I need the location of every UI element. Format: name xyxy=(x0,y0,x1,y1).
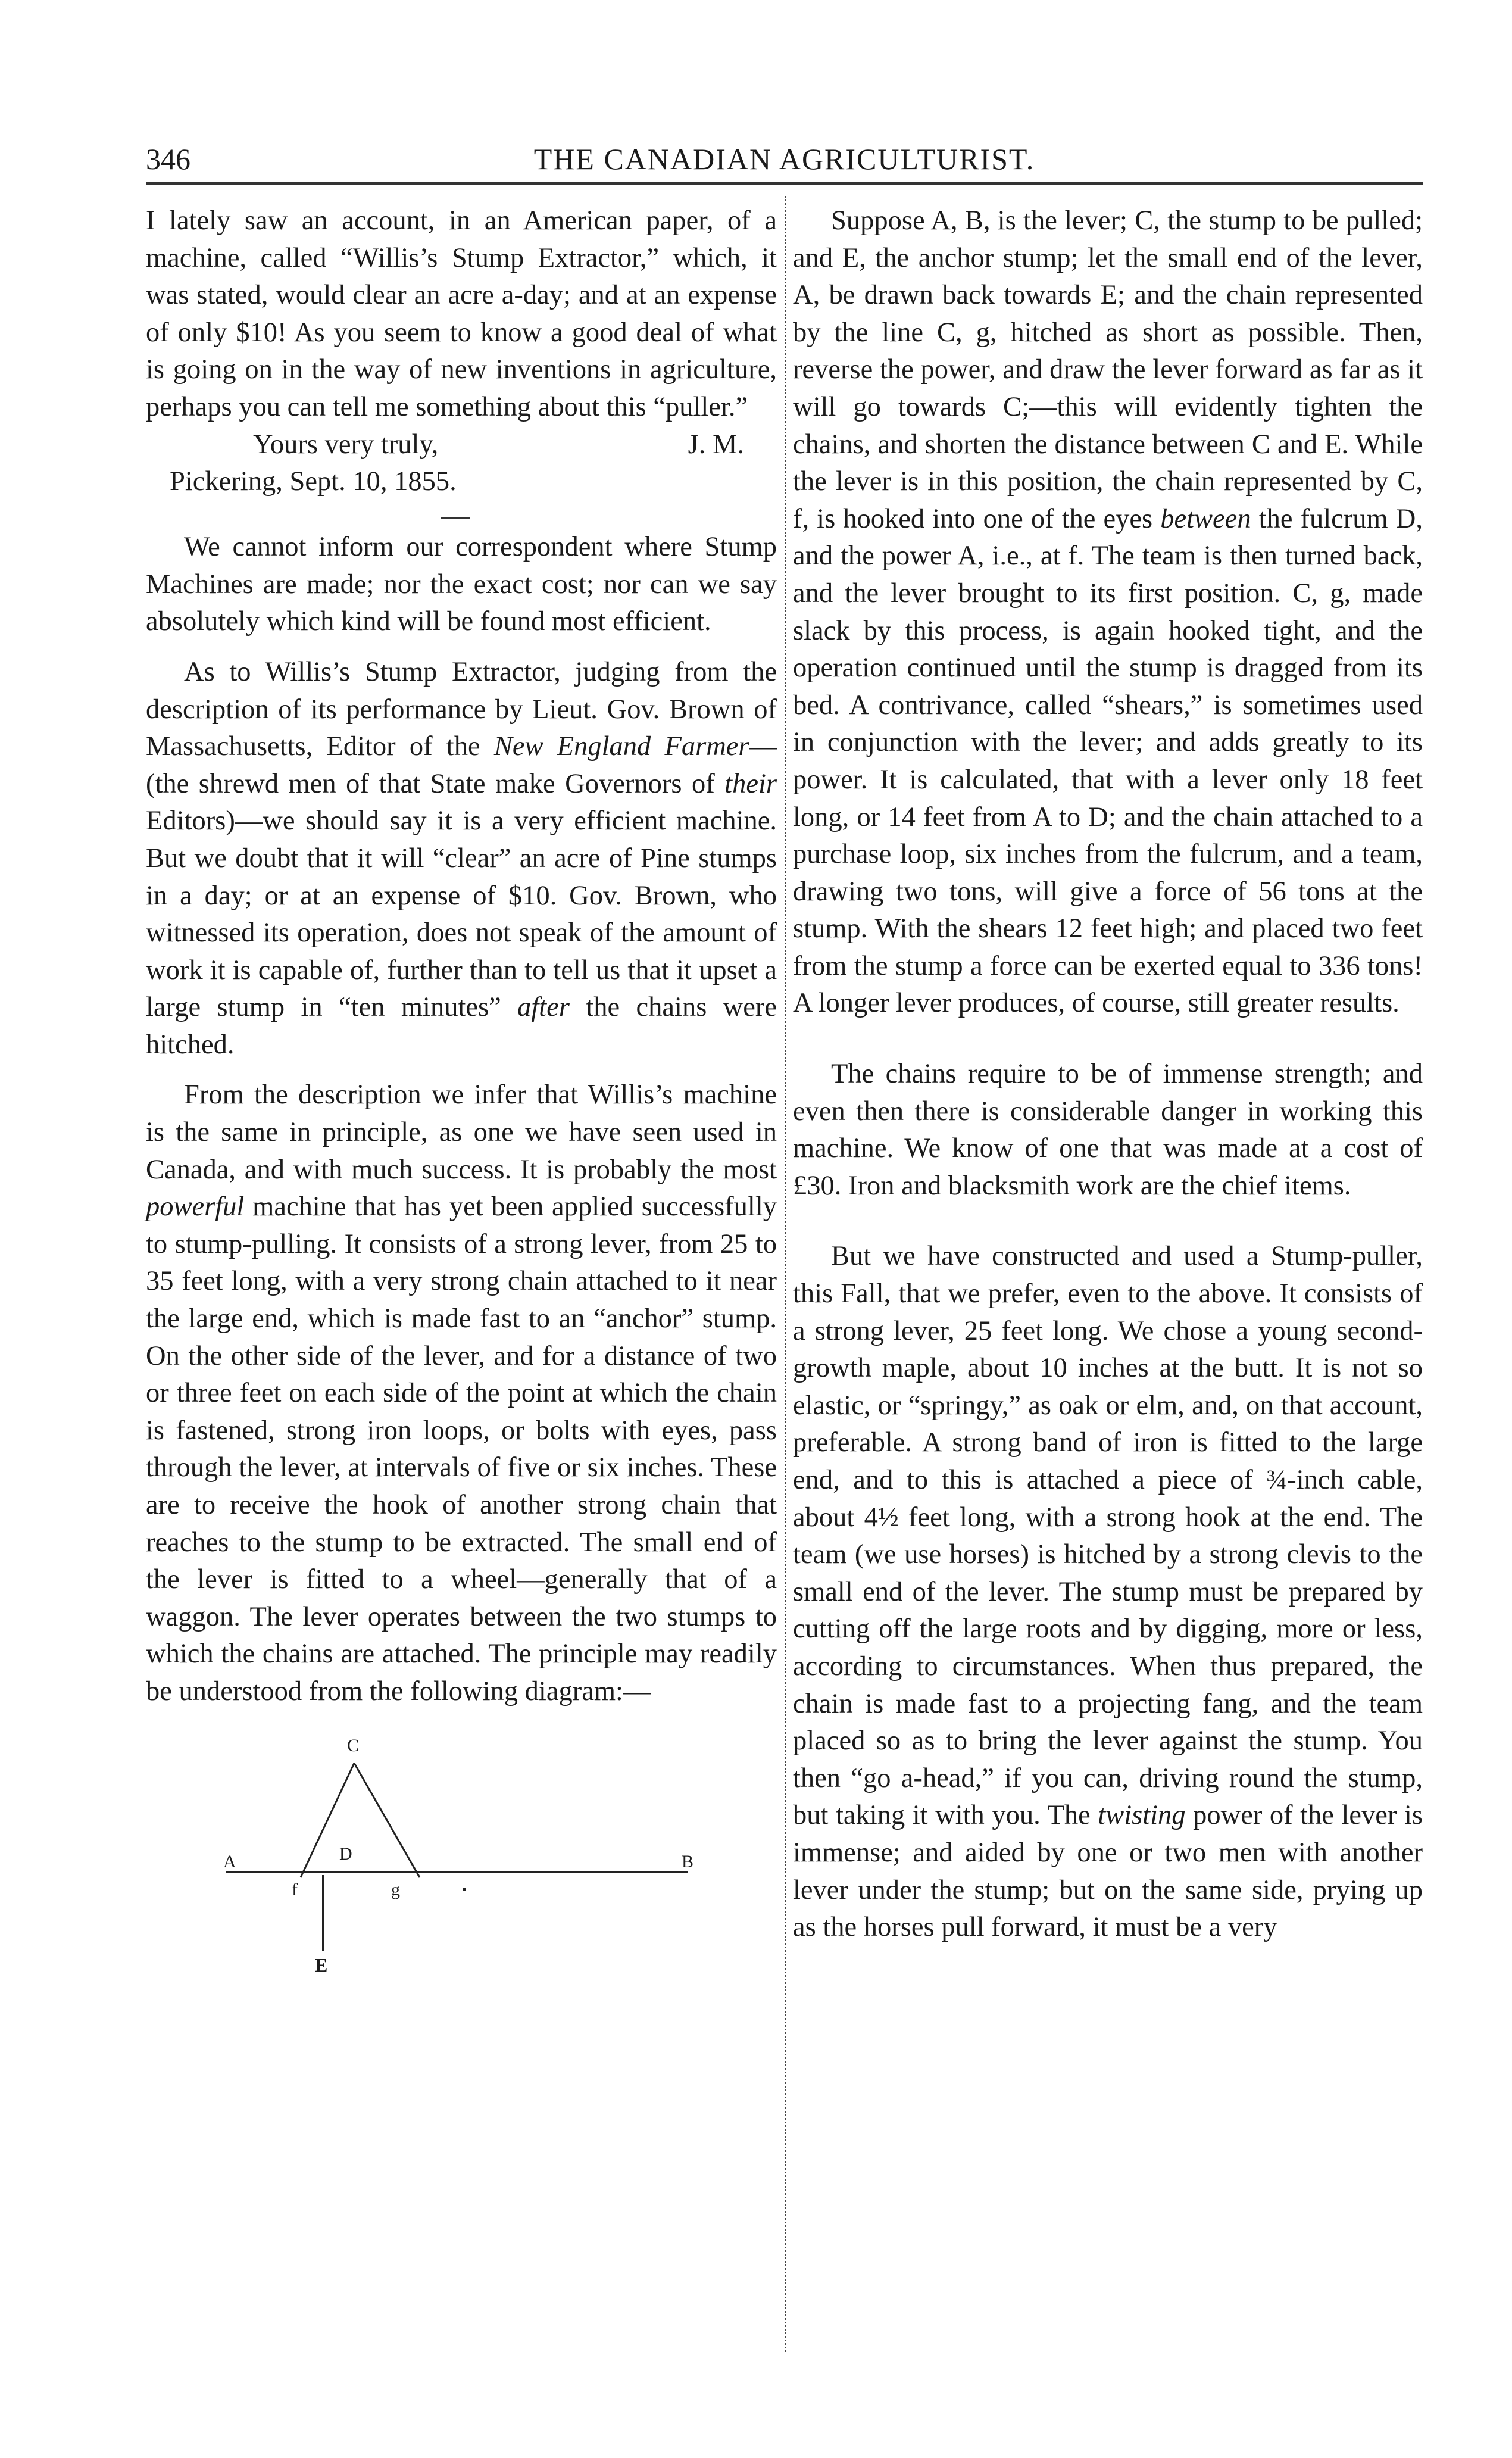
initials: J. M. xyxy=(688,429,744,460)
column-divider xyxy=(785,196,786,2352)
emphasis: between xyxy=(1160,503,1251,534)
willis-paragraph xyxy=(146,654,777,1064)
text-run: the fulcrum D, and the power A, i.e., at f. The team is then turned back, and the lever brought to its first position. C, g, made slack by this process, is again hooked tight, and the operation continued until the stump is dragged from its bed. A contrivance, called “shears,” is sometimes used in conjunction with the lever; and adds greatly to its power. It is calculated, that with a lever only 18 feet long, or 14 feet from A to D; and the chain attached to a purchase loop, six inches from the fulcrum, and a team, drawing two tons, will give a force of 56 tons at the stump. With the shears 12 feet high; and placed two feet from the stump a force can be exerted equal to 336 tons! A longer lever produces, of course, still greater results. xyxy=(793,503,1423,1019)
text-run: From the description we infer that Willis’s machine is the same in principle, as one we have seen used in Canada, and with much success. It is probably the most xyxy=(146,1080,777,1185)
stump-puller-paragraph xyxy=(793,1238,1423,1946)
text-run: machine that has yet been applied successfully to stump-pulling. It consists of a strong lever, from 25 to 35 feet long, with a very strong chain attached to it near the large end, which is made fast to an “anchor” stump. On the other side of the lever, and for a distance of two or three feet on each side of the point at which the chain is fastened, strong iron loops, or bolts with eyes, pass through the lever, at intervals of five or six inches. These are to receive the hook of another strong chain that reaches to the stump to be extracted. The small end of the lever is fitted to a wheel—generally that of a waggon. The lever operates between the two stumps to which the chains are attached. The principle may readily be understood from the following diagram:— xyxy=(146,1191,777,1707)
text-run: As to Willis’s Stump Extractor, judging from the description of its performance by Lieut. Gov. Brown of Massachusetts, Editor of the xyxy=(146,656,777,762)
text-run: power of the lever is immense; and aided by one or two men with another lever under the stump; but on the same side, prying up as the horses pull forward, it must be a very xyxy=(793,1800,1423,1943)
signature-line xyxy=(146,426,777,463)
reply-paragraph: We cannot inform our correspondent where Stump Machines are made; nor the exact cost; nor can we say absolutely which kind will be found most efficient. xyxy=(146,532,777,637)
page-header xyxy=(146,142,1423,181)
principle-paragraph xyxy=(146,1077,777,1710)
label-a: A xyxy=(223,1851,236,1871)
emphasis: their xyxy=(724,768,777,799)
left-column xyxy=(146,202,777,1983)
right-column xyxy=(793,202,1423,1947)
text-run: Editors)—we should say it is a very efficient machine. But we doubt that it will “clear” an acre of Pine stumps in a day; or at an expense of $10. Gov. Brown, who witnessed its operation, does not speak of the amount of work it is capable of, further than to tell us that it upset a large stump in “ten minutes” xyxy=(146,806,777,1023)
label-g: g xyxy=(391,1879,400,1899)
chain-c-g xyxy=(354,1763,420,1877)
text-run: the chains were hitched. xyxy=(146,992,777,1060)
page-number: 346 xyxy=(146,142,190,176)
chains-paragraph: The chains require to be of immense strength; and even then there is considerable danger in working this machine. We know of one that was made at a cost of £30. Iron and blacksmith work are the chief items. xyxy=(793,1059,1423,1201)
emphasis: twisting xyxy=(1098,1800,1186,1831)
section-rule xyxy=(441,517,470,519)
text-run: Suppose A, B, is the lever; C, the stump to be pulled; and E, the anchor stump; let the small end of the lever, A, be drawn back towards E; and the chain represented by the line C, g, hitched as short as possible. Then, reverse the power, and draw the lever forward as far as it will go towards C;—this will evidently tighten the chains, and shorten the distance between C and E. While the lever is in this position, the chain represented by C, f, is hooked into one of the eyes xyxy=(793,205,1423,534)
label-b: B xyxy=(682,1851,694,1871)
explanation-paragraph xyxy=(793,202,1423,1022)
label-f: f xyxy=(292,1879,298,1899)
dot-mark xyxy=(463,1888,466,1891)
place-date: Pickering, Sept. 10, 1855. xyxy=(170,466,457,497)
running-title: THE CANADIAN AGRICULTURIST. xyxy=(533,142,1035,176)
letter-paragraph: I lately saw an account, in an American paper, of a machine, called “Willis’s Stump Extractor,” which, it was stated, would clear an acre a-day; and at an expense of only $10! As you seem to know a good deal of what is going on in the way of new inventions in agriculture, perhaps you can tell me something about this “puller.” xyxy=(146,205,777,422)
label-e: E xyxy=(315,1954,328,1976)
header-rule xyxy=(146,182,1423,185)
publication-title: New England Farmer xyxy=(493,731,749,762)
label-d: D xyxy=(339,1843,352,1864)
emphasis: powerful xyxy=(146,1191,245,1222)
emphasis: after xyxy=(517,992,570,1023)
label-c: C xyxy=(347,1735,360,1755)
lever-diagram xyxy=(146,1721,777,1983)
text-run: —(the shrewd men of that State make Governors of xyxy=(146,731,777,799)
text-run: But we have constructed and used a Stump-puller, this Fall, that we prefer, even to the above. It consists of a strong lever, 25 feet long. We chose a young second-growth maple, about 10 inches at the butt. It is not so elastic, or “springy,” as oak or elm, and, on that account, preferable. A strong band of iron is fitted to the large end, and to this is attached a piece of ¾-inch cable, about 4½ feet long, with a strong hook at the end. The team (we use horses) is hitched by a strong clevis to the small end of the lever. The stump must be prepared by cutting off the large roots and by digging, more or less, according to circumstances. When thus prepared, the chain is made fast to a projecting fang, and the team placed so as to bring the lever against the stump. You then “go a-head,” if you can, driving round the stump, but taking it with you. The xyxy=(793,1241,1423,1831)
closing: Yours very truly, xyxy=(253,429,439,460)
